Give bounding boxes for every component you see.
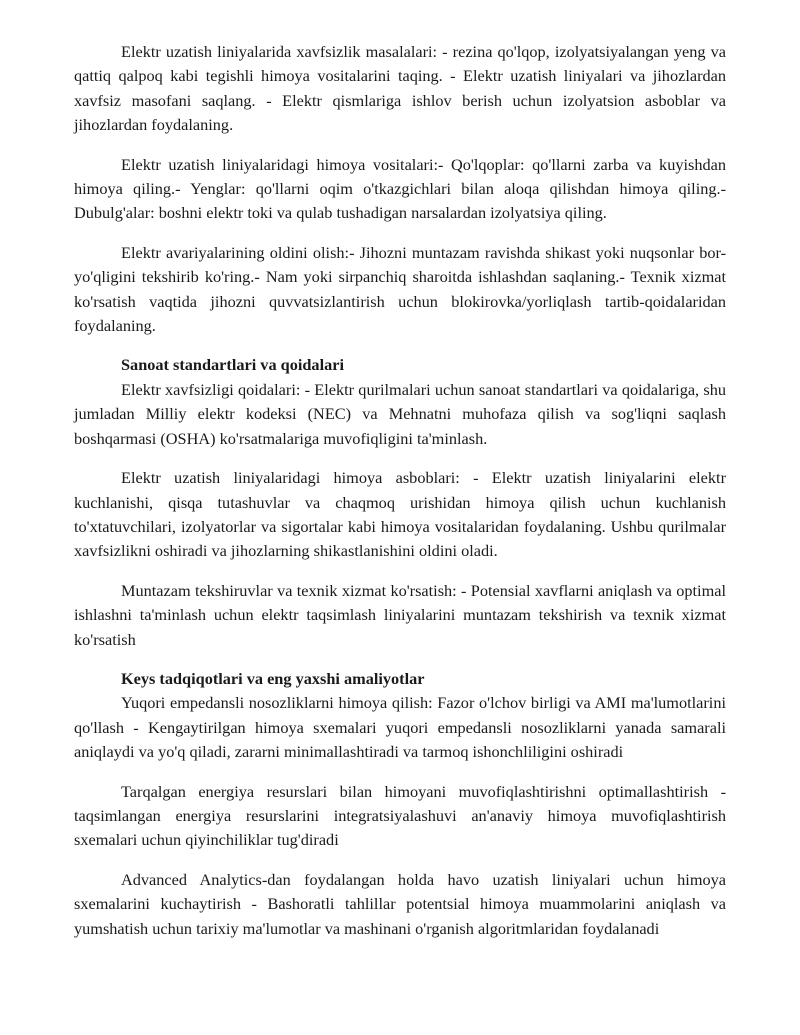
paragraph-safety-issues: Elektr uzatish liniyalarida xavfsizlik masalalari: - rezina qo'lqop, izolyatsiyalangan yeng va qattiq qalpoq kabi tegishli himoya vositalarini taqing. - Elektr uzatish liniyalari va jihozlardan xavfsiz masofani saqlang. - Elektr qismlariga ishlov berish uchun izolyatsion asboblar va jihozlardan foydalaning. <box>74 42 726 135</box>
paragraph-gap <box>74 138 726 153</box>
document-page <box>74 40 726 941</box>
paragraph-high-impedance: Yuqori empedansli nosozliklarni himoya qilish: Fazor o'lchov birligi va AMI ma'lumotlarini qo'llash - Kengaytirilgan himoya sxemalari yuqori empedansli nosozliklarni yanada samarali aniqlaydi va yo'q qiladi, zararni minimallashtiradi va tarmoq ishonchliligini oshiradi <box>74 693 726 762</box>
paragraph-protective-devices: Elektr uzatish liniyalaridagi himoya asboblari: - Elektr uzatish liniyalarini elektr kuchlanishi, qisqa tutashuvlar va chaqmoq urishidan himoya qilish uchun kuchlanish to'xtatuvchilari, izolyatorlar va sigortalar kabi himoya vositalaridan foydalaning. Ushbu qurilmalar xavfsizlikni oshiradi va jihozlarning shikastlanishini oldini oladi. <box>74 468 726 561</box>
paragraph-accident-prevention: Elektr avariyalarining oldini olish:- Jihozni muntazam ravishda shikast yoki nuqsonlar bor-yo'qligini tekshirib ko'ring.- Nam yoki sirpanchiq sharoitda ishlashdan saqlaning.- Texnik xizmat ko'rsatish vaqtida jihozni quvvatsizlantirish uchun blokirovka/yorliqlash tartib-qoidalaridan foydalaning. <box>74 242 726 336</box>
paragraph-gap <box>74 451 726 466</box>
paragraph-gap <box>74 853 726 868</box>
paragraph-gap <box>74 652 726 667</box>
paragraph-safety-rules: Elektr xavfsizligi qoidalari: - Elektr qurilmalari uchun sanoat standartlari va qoidalariga, shu jumladan Milliy elektr kodeksi (NEC) va Mehnatni muhofaza qilish va sog'liqni saqlash boshqarmasi (OSHA) ko'rsatmalariga muvofiqligini ta'minlash. <box>74 379 726 448</box>
paragraph-gap <box>74 338 726 353</box>
paragraph-advanced-analytics: Advanced Analytics-dan foydalangan holda havo uzatish liniyalari uchun himoya sxemalarini kuchaytirish - Bashoratli tahlillar potentsial himoya muammolarini aniqlash va yumshatish uchun tarixiy ma'lumotlar va mashinani o'rganish algoritmlaridan foydalanadi <box>74 869 726 938</box>
paragraph-gap <box>74 564 726 579</box>
paragraph-distributed-resources: Tarqalgan energiya resurslari bilan himoyani muvofiqlashtirishni optimallashtirish - taqsimlangan energiya resurslarini integratsiyalashuvi an'anaviy himoya muvofiqlashtirish sxemalari uchun qiyinchiliklar tug'diradi <box>74 781 726 850</box>
paragraph-gap <box>74 226 726 241</box>
section-heading-standards: Sanoat standartlari va qoidalari <box>121 355 344 375</box>
paragraph-gap <box>74 765 726 780</box>
section-heading-case-studies: Keys tadqiqotlari va eng yaxshi amaliyotlar <box>121 668 425 688</box>
paragraph-protective-equipment: Elektr uzatish liniyalaridagi himoya vositalari:- Qo'lqoplar: qo'llarni zarba va kuyishdan himoya qiling.- Yenglar: qo'llarni oqim o'tkazgichlari bilan aloqa qilishdan himoya qiling.- Dubulg'alar: boshni elektr toki va qulab tushadigan narsalardan izolyatsiya qiling. <box>74 154 726 223</box>
paragraph-inspections: Muntazam tekshiruvlar va texnik xizmat ko'rsatish: - Potensial xavflarni aniqlash va optimal ishlashni ta'minlash uchun elektr taqsimlash liniyalarini muntazam tekshirish va texnik xizmat ko'rsatish <box>74 580 726 649</box>
